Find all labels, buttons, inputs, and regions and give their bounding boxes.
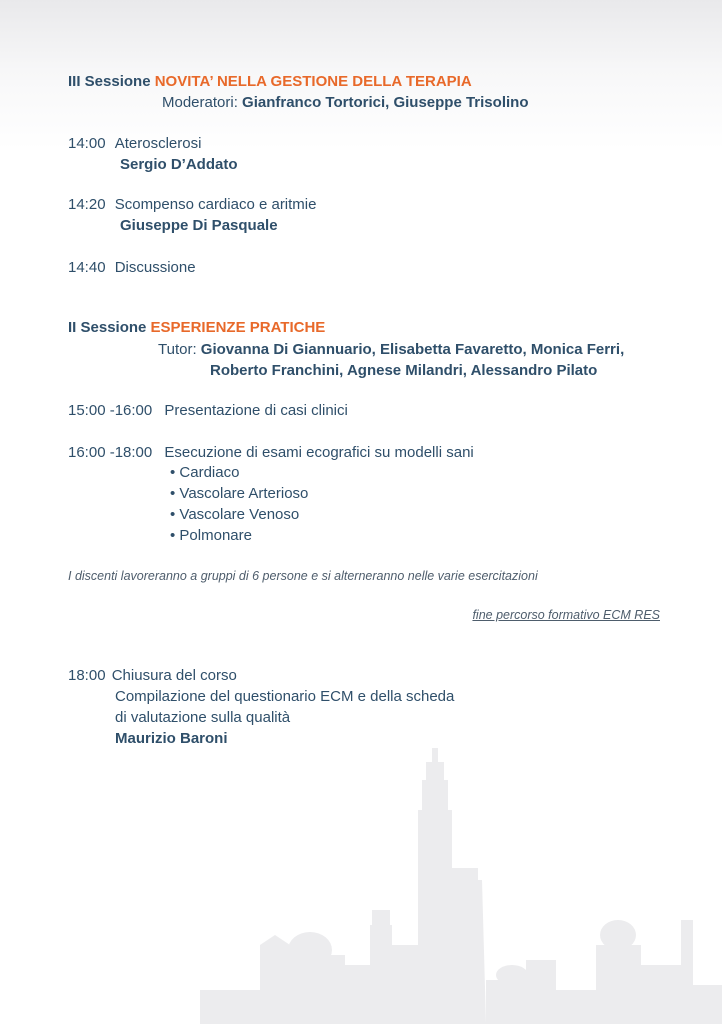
moderators-label: Moderatori: (162, 94, 238, 111)
list-item: • Cardiaco (170, 464, 240, 481)
tutors-line1: Giovanna Di Giannuario, Elisabetta Favaretto, Monica Ferri, (200, 341, 625, 358)
closing-line2: di valutazione sulla qualità (115, 709, 291, 726)
item-topic: Scompenso cardiaco e aritmie (114, 196, 317, 213)
moderators-names: Gianfranco Tortorici, Giuseppe Trisolino (242, 94, 529, 111)
city-skyline-illustration (0, 740, 722, 1024)
item-topic: Presentazione di casi clinici (164, 402, 348, 419)
bullet-text: Polmonare (179, 527, 252, 544)
session2-tutors (158, 340, 624, 360)
bullet-text: Vascolare Venoso (179, 506, 300, 523)
closing-line1: Compilazione del questionario ECM e della scheda (115, 688, 455, 705)
session2-heading (68, 318, 325, 338)
item-time: 14:20 (68, 196, 106, 213)
tutors-line2: Roberto Franchini, Agnese Milandri, Alessandro Pilato (210, 362, 598, 379)
schedule-item (68, 401, 348, 421)
item-time: 14:40 (68, 259, 106, 276)
item-time: 16:00 -18:00 (68, 444, 153, 461)
schedule-item (68, 134, 201, 154)
groups-note: I discenti lavoreranno a gruppi di 6 persone e si alterneranno nelle varie esercitazioni (68, 569, 538, 583)
list-item: • Vascolare Arterioso (170, 485, 309, 502)
item-speaker: Sergio D’Addato (120, 156, 238, 173)
item-topic: Esecuzione di esami ecografici su modelli sani (164, 444, 474, 461)
session3-moderators (162, 93, 528, 113)
schedule-item (68, 258, 196, 278)
list-item: • Polmonare (170, 527, 252, 544)
session3-label: III Sessione (68, 73, 151, 90)
session2-title: ESPERIENZE PRATICHE (150, 319, 326, 336)
item-topic: Discussione (114, 259, 196, 276)
session3-heading (68, 72, 472, 92)
item-time: 14:00 (68, 135, 106, 152)
tutor-label: Tutor: (158, 341, 197, 358)
list-item: • Vascolare Venoso (170, 506, 300, 523)
closing-speaker: Maurizio Baroni (115, 730, 228, 747)
schedule-item (68, 443, 474, 463)
session2-label: II Sessione (68, 319, 147, 336)
end-note: fine percorso formativo ECM RES (472, 608, 660, 622)
item-speaker: Giuseppe Di Pasquale (120, 217, 278, 234)
closing-title: Chiusura del corso (111, 667, 237, 684)
session3-title: NOVITA’ NELLA GESTIONE DELLA TERAPIA (154, 73, 472, 90)
closing-heading (68, 666, 237, 686)
closing-time: 18:00 (68, 667, 106, 684)
item-topic: Aterosclerosi (114, 135, 202, 152)
item-time: 15:00 -16:00 (68, 402, 153, 419)
bullet-text: Cardiaco (179, 464, 240, 481)
schedule-item (68, 195, 316, 215)
bullet-text: Vascolare Arterioso (179, 485, 309, 502)
